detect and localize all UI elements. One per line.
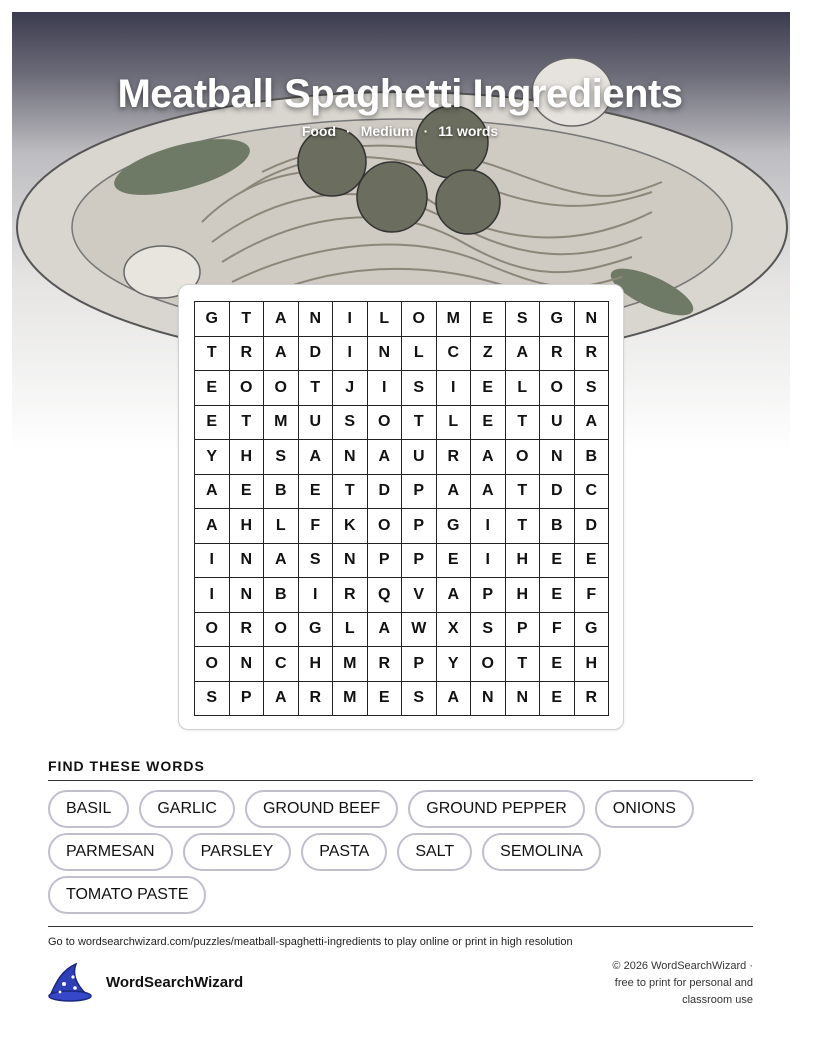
grid-cell[interactable]: A — [264, 302, 299, 337]
grid-cell[interactable]: A — [368, 613, 403, 648]
grid-cell[interactable]: E — [575, 544, 610, 579]
grid-cell[interactable]: M — [264, 406, 299, 441]
grid-cell[interactable]: T — [230, 302, 265, 337]
grid-cell[interactable]: O — [230, 371, 265, 406]
category-label: Food — [301, 123, 337, 139]
grid-cell[interactable]: U — [299, 406, 334, 441]
grid-cell[interactable]: A — [195, 509, 230, 544]
grid-cell[interactable]: S — [575, 371, 610, 406]
difficulty-label: Medium — [360, 123, 414, 139]
grid-cell[interactable]: E — [368, 682, 403, 717]
grid-cell[interactable]: A — [575, 406, 610, 441]
grid-cell[interactable]: P — [402, 544, 437, 579]
grid-cell[interactable]: E — [540, 647, 575, 682]
puzzle-title: Meatball Spaghetti Ingredients — [117, 72, 683, 116]
grid-cell[interactable]: C — [437, 337, 472, 372]
grid-cell[interactable]: E — [437, 544, 472, 579]
grid-cell[interactable]: D — [540, 475, 575, 510]
word-pill: PASTA — [301, 833, 387, 871]
word-pill: TOMATO PASTE — [48, 876, 206, 914]
grid-cell[interactable]: G — [437, 509, 472, 544]
grid-cell[interactable]: E — [195, 406, 230, 441]
grid-cell[interactable]: O — [195, 613, 230, 648]
grid-cell[interactable]: A — [437, 475, 472, 510]
grid-cell[interactable]: E — [540, 544, 575, 579]
grid-cell[interactable]: N — [333, 544, 368, 579]
grid-cell[interactable]: M — [333, 682, 368, 717]
footer-link[interactable]: Go to wordsearchwizard.com/puzzles/meatball-spaghetti-ingredients to play online or print in high resolution — [48, 936, 573, 948]
wizard-hat-icon — [46, 962, 92, 1002]
grid-cell[interactable]: H — [299, 647, 334, 682]
grid-cell[interactable]: H — [230, 440, 265, 475]
grid-cell[interactable]: T — [299, 371, 334, 406]
grid-cell[interactable]: T — [230, 406, 265, 441]
grid-cell[interactable]: N — [299, 302, 334, 337]
grid-cell[interactable]: T — [506, 647, 541, 682]
word-count-label: 11 words — [438, 123, 499, 139]
grid-cell[interactable]: L — [402, 337, 437, 372]
grid-cell[interactable]: R — [230, 613, 265, 648]
grid-cell[interactable]: R — [230, 337, 265, 372]
grid-cell[interactable]: R — [540, 337, 575, 372]
grid-cell[interactable]: A — [264, 682, 299, 717]
copyright-line: free to print for personal and — [614, 977, 753, 989]
grid-cell[interactable]: T — [506, 509, 541, 544]
brand[interactable] — [46, 962, 243, 1002]
grid-cell[interactable]: R — [575, 337, 610, 372]
grid-cell[interactable]: A — [299, 440, 334, 475]
grid-cell[interactable]: I — [333, 337, 368, 372]
grid-cell[interactable]: T — [506, 475, 541, 510]
grid-cell[interactable]: R — [368, 647, 403, 682]
brand-name: WordSearchWizard — [106, 973, 244, 991]
grid-cell[interactable]: O — [264, 371, 299, 406]
grid-cell[interactable]: P — [471, 578, 506, 613]
grid-cell[interactable]: N — [333, 440, 368, 475]
grid-cell[interactable]: E — [540, 578, 575, 613]
grid-cell[interactable]: H — [230, 509, 265, 544]
grid-cell[interactable]: P — [368, 544, 403, 579]
grid-cell[interactable]: T — [333, 475, 368, 510]
grid-cell[interactable]: T — [402, 406, 437, 441]
word-pill: ONIONS — [595, 790, 694, 828]
grid-cell[interactable]: L — [264, 509, 299, 544]
grid-cell[interactable]: U — [540, 406, 575, 441]
grid-cell[interactable]: P — [230, 682, 265, 717]
word-pill: PARMESAN — [48, 833, 173, 871]
copyright — [583, 958, 753, 1009]
grid-cell[interactable]: T — [195, 337, 230, 372]
grid-cell[interactable]: L — [506, 371, 541, 406]
grid-cell[interactable]: I — [471, 509, 506, 544]
puzzle-grid-card — [178, 284, 624, 730]
grid-cell[interactable]: M — [333, 647, 368, 682]
grid-cell[interactable]: A — [264, 544, 299, 579]
grid-cell[interactable]: P — [506, 613, 541, 648]
grid-cell[interactable]: B — [540, 509, 575, 544]
grid-cell[interactable]: A — [368, 440, 403, 475]
grid-cell[interactable]: C — [264, 647, 299, 682]
grid-cell[interactable]: B — [575, 440, 610, 475]
grid-cell[interactable]: I — [299, 578, 334, 613]
grid-cell[interactable]: J — [333, 371, 368, 406]
grid-cell[interactable]: O — [264, 613, 299, 648]
copyright-line: © 2026 WordSearchWizard · — [612, 960, 753, 972]
grid-cell[interactable]: D — [299, 337, 334, 372]
grid-cell[interactable]: F — [540, 613, 575, 648]
grid-cell[interactable]: Y — [437, 647, 472, 682]
grid-cell[interactable]: S — [506, 302, 541, 337]
grid-cell[interactable]: K — [333, 509, 368, 544]
divider — [48, 780, 753, 781]
grid-cell[interactable]: A — [506, 337, 541, 372]
copyright-line: classroom use — [682, 994, 753, 1006]
grid-cell[interactable]: Q — [368, 578, 403, 613]
grid-cell[interactable]: L — [437, 406, 472, 441]
grid-cell[interactable]: A — [471, 475, 506, 510]
meta-separator: · — [346, 123, 351, 139]
grid-cell[interactable]: R — [575, 682, 610, 717]
word-pill: GROUND PEPPER — [408, 790, 584, 828]
word-pill: PARSLEY — [183, 833, 292, 871]
grid-cell[interactable]: T — [506, 406, 541, 441]
grid-cell[interactable]: L — [368, 302, 403, 337]
grid-cell[interactable]: N — [506, 682, 541, 717]
grid-cell[interactable]: S — [402, 371, 437, 406]
grid-cell[interactable]: A — [195, 475, 230, 510]
grid-cell[interactable]: G — [195, 302, 230, 337]
grid-cell[interactable]: I — [368, 371, 403, 406]
grid-cell[interactable]: P — [402, 509, 437, 544]
grid-cell[interactable]: O — [368, 406, 403, 441]
grid-cell[interactable]: N — [230, 544, 265, 579]
grid-cell[interactable]: I — [333, 302, 368, 337]
grid-cell[interactable]: N — [230, 647, 265, 682]
grid-cell[interactable]: F — [575, 578, 610, 613]
word-pill: BASIL — [48, 790, 129, 828]
grid-cell[interactable]: S — [471, 613, 506, 648]
grid-cell[interactable]: O — [368, 509, 403, 544]
grid-cell[interactable]: S — [402, 682, 437, 717]
grid-cell[interactable]: A — [437, 578, 472, 613]
grid-cell[interactable]: N — [471, 682, 506, 717]
grid-cell[interactable]: P — [402, 475, 437, 510]
grid-cell[interactable]: C — [575, 475, 610, 510]
grid-cell[interactable]: N — [575, 302, 610, 337]
grid-cell[interactable]: G — [575, 613, 610, 648]
grid-cell[interactable]: D — [575, 509, 610, 544]
grid-cell[interactable]: N — [540, 440, 575, 475]
grid-cell[interactable]: A — [264, 337, 299, 372]
grid-cell[interactable]: S — [333, 406, 368, 441]
grid-cell[interactable]: L — [333, 613, 368, 648]
grid-cell[interactable]: E — [540, 682, 575, 717]
grid-cell[interactable]: B — [264, 475, 299, 510]
grid-cell[interactable]: M — [437, 302, 472, 337]
grid-cell[interactable]: E — [195, 371, 230, 406]
grid-cell[interactable]: N — [230, 578, 265, 613]
grid-cell[interactable]: R — [333, 578, 368, 613]
grid-cell[interactable]: S — [299, 544, 334, 579]
grid-cell[interactable]: R — [299, 682, 334, 717]
grid-cell[interactable]: O — [195, 647, 230, 682]
grid-cell[interactable]: S — [264, 440, 299, 475]
grid-cell[interactable]: I — [471, 544, 506, 579]
letter-grid[interactable] — [194, 301, 609, 716]
grid-cell[interactable]: V — [402, 578, 437, 613]
grid-cell[interactable]: B — [264, 578, 299, 613]
grid-cell[interactable]: W — [402, 613, 437, 648]
grid-cell[interactable]: E — [471, 371, 506, 406]
grid-cell[interactable]: H — [506, 578, 541, 613]
grid-cell[interactable]: F — [299, 509, 334, 544]
grid-cell[interactable]: E — [230, 475, 265, 510]
grid-cell[interactable]: E — [299, 475, 334, 510]
meta-separator: · — [423, 123, 429, 139]
word-pill: SEMOLINA — [482, 833, 601, 871]
grid-cell[interactable]: S — [195, 682, 230, 717]
grid-cell[interactable]: G — [299, 613, 334, 648]
divider — [48, 926, 753, 927]
words-heading: FIND THESE WORDS — [48, 758, 205, 774]
puzzle-meta — [0, 123, 800, 139]
grid-cell[interactable]: Y — [195, 440, 230, 475]
grid-cell[interactable]: I — [195, 544, 230, 579]
grid-cell[interactable]: A — [471, 440, 506, 475]
grid-cell[interactable]: D — [368, 475, 403, 510]
grid-cell[interactable]: X — [437, 613, 472, 648]
word-pill: GARLIC — [139, 790, 235, 828]
grid-cell[interactable]: E — [471, 406, 506, 441]
grid-cell[interactable]: E — [471, 302, 506, 337]
grid-cell[interactable]: I — [195, 578, 230, 613]
grid-cell[interactable]: I — [437, 371, 472, 406]
grid-cell[interactable]: H — [575, 647, 610, 682]
grid-cell[interactable]: G — [540, 302, 575, 337]
grid-cell[interactable]: H — [506, 544, 541, 579]
grid-cell[interactable]: Z — [471, 337, 506, 372]
grid-cell[interactable]: O — [471, 647, 506, 682]
grid-cell[interactable]: P — [402, 647, 437, 682]
word-pill: GROUND BEEF — [245, 790, 398, 828]
grid-cell[interactable]: R — [437, 440, 472, 475]
word-list — [48, 790, 768, 914]
grid-cell[interactable]: O — [402, 302, 437, 337]
grid-cell[interactable]: U — [402, 440, 437, 475]
grid-cell[interactable]: O — [540, 371, 575, 406]
grid-cell[interactable]: A — [437, 682, 472, 717]
grid-cell[interactable]: N — [368, 337, 403, 372]
word-pill: SALT — [397, 833, 472, 871]
grid-cell[interactable]: O — [506, 440, 541, 475]
